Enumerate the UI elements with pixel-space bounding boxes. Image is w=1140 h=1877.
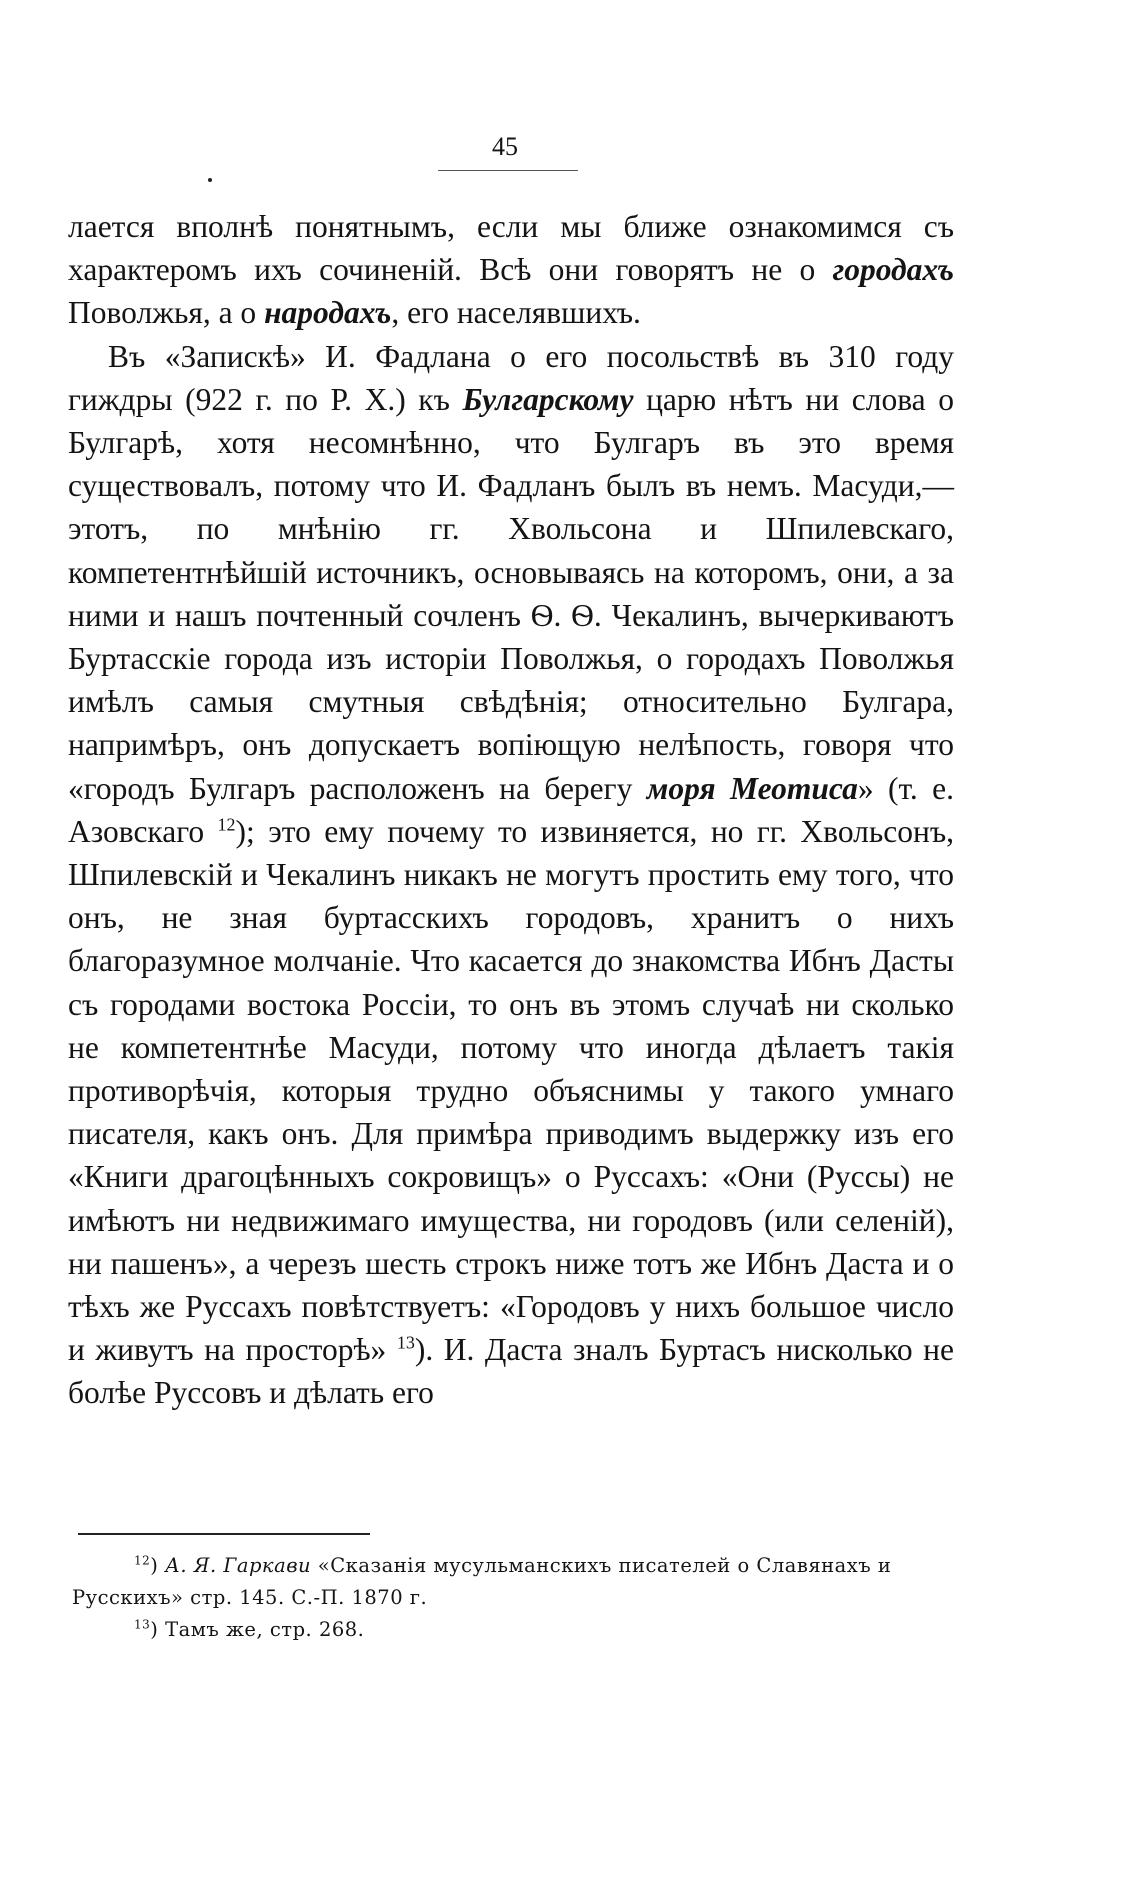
italic-emphasis: городахъ — [832, 252, 954, 288]
text-run: царю нѣтъ ни слова о Булгарѣ, хотя несомнѣнно, что Булгаръ въ это время существовалъ, потому что И. Фадланъ былъ въ немъ. Масуди,—этотъ, по мнѣнію гг. Хвольсона и Шпилевскаго, компетентнѣйшій источникъ, основываясь на которомъ, они, а за ними и нашъ почтенный сочленъ Ѳ. Ѳ. Чекалинъ, вычеркиваютъ Буртасскіе города изъ исторіи Поволжья, о городахъ Поволжья имѣлъ самыя смутныя свѣдѣнія; относительно Булгара, напримѣръ, онъ допускаетъ вопіющую нелѣпость, говоря что «городъ Булгаръ расположенъ на берегу — [68, 381, 955, 806]
body-text — [68, 205, 954, 1415]
footnote-rule — [78, 1533, 370, 1535]
footnote-ref[interactable]: 12 — [217, 814, 236, 835]
paragraph-1 — [68, 205, 954, 335]
italic-emphasis: народахъ — [264, 295, 392, 331]
footnote-text: Тамъ же, стр. 268. — [158, 1618, 365, 1641]
footnote-12: $^{12}$) А. Я. Гаркави «Сказанія мусульманскихъ писателей о Славянахъ и Русскихъ» стр. 145. С.-П. 1870 г. — [72, 1553, 892, 1609]
text-run: ); это ему почему то извиняется, но гг. Хвольсонъ, Шпилевскій и Чекалинъ никакъ не могутъ простить ему того, что онъ, не зная буртасскихъ городовъ, хранитъ о нихъ благоразумное молчаніе. Что касается до знакомства Ибнъ Дасты съ городами востока Россіи, то онъ въ этомъ случаѣ ни сколько не компетентнѣе Масуди, потому что иногда дѣлаетъ такія противорѣчія, которыя трудно объяснимы у такого умнаго писателя, какъ онъ. Для примѣра приводимъ выдержку изъ его «Книги драгоцѣнныхъ сокровищъ» о Руссахъ: «Они (Руссы) не имѣютъ ни недвижимаго имущества, ни городовъ (или селеній), ни пашенъ», а черезъ шесть строкъ ниже тотъ же Ибнъ Даста и о тѣхъ же Руссахъ повѣтствуетъ: «Городовъ у нихъ большое число и живутъ на просторѣ» — [68, 813, 954, 1368]
footnotes — [72, 1550, 954, 1646]
text-run: ). И. Даста зналъ Буртасъ нисколько не болѣе Руссовъ и дѣлать его — [68, 1332, 954, 1411]
footnote-ref[interactable]: 13 — [396, 1332, 415, 1353]
page-number: 45 — [492, 132, 518, 161]
text-run: » (т. е. Азовскаго — [68, 770, 954, 849]
header-rule — [438, 170, 578, 171]
footnote-13: $^{13}$) Тамъ же, стр. 268. — [134, 1617, 365, 1641]
text-run: лается вполнѣ понятнымъ, если мы ближе ознакомимся съ характеромъ ихъ сочиненій. Всѣ они говорятъ не о — [68, 209, 954, 288]
italic-emphasis: моря Меотиса — [646, 770, 858, 806]
text-run: Въ «Запискѣ» И. Фадлана о его посольствѣ въ 310 году гиждры (922 г. по Р. Х.) къ — [68, 338, 954, 417]
text-run: Поволжья, а о — [68, 295, 265, 331]
text-run: , его населявшихъ. — [391, 295, 641, 331]
footnote-author: А. Я. Гаркави — [165, 1554, 312, 1577]
footnote-mark: 12 — [134, 1553, 151, 1568]
footnote-text: «Сказанія мусульманскихъ писателей о Славянахъ и Русскихъ» стр. 145. С.-П. 1870 г. — [72, 1554, 892, 1609]
footnote-mark: 13 — [134, 1617, 151, 1632]
paragraph-2 — [68, 335, 954, 1415]
ink-dot — [208, 178, 212, 182]
italic-emphasis: Булгарскому — [462, 381, 634, 417]
